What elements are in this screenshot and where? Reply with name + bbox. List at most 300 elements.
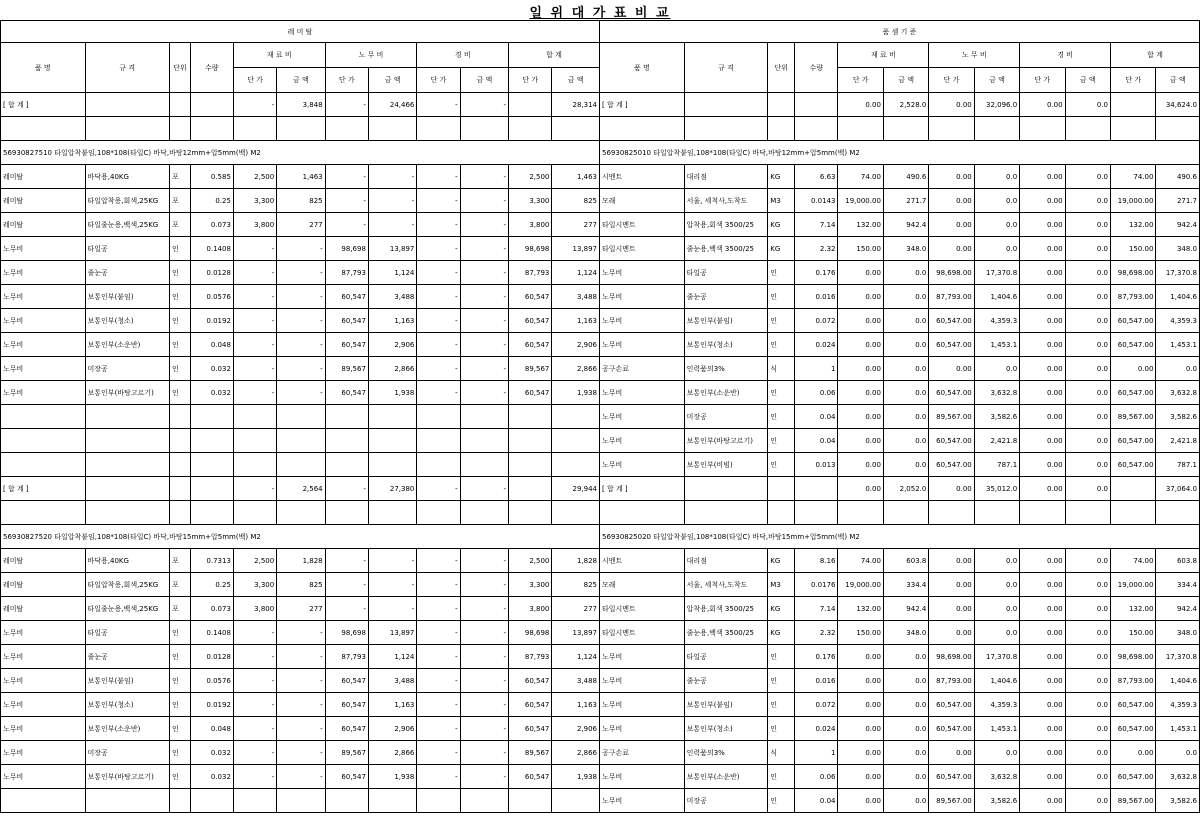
cell-total-unit-price: 3,800: [509, 213, 552, 237]
cell-qty: 0.032: [190, 357, 233, 381]
cell-exp-unit-price: 0.00: [1020, 237, 1065, 261]
cell-total-unit-price: 3,800: [509, 597, 552, 621]
cell-mat-amount: 0.0: [883, 453, 928, 477]
cell-qty: [190, 453, 233, 477]
cell-total-amount: 1,938: [552, 381, 600, 405]
cell-total-unit-price: 60,547: [509, 333, 552, 357]
cell-mat-unit-price: 2,500: [233, 549, 276, 573]
cell-lab-unit-price: [325, 453, 368, 477]
cell-mat-amount: 0.0: [883, 261, 928, 285]
cell-mat-unit-price: 0.00: [838, 645, 883, 669]
cell-total-amount: 603.8: [1156, 549, 1200, 573]
cell-lab-unit-price: [325, 789, 368, 813]
cell-mat-unit-price: 0.00: [838, 333, 883, 357]
cell-total-amount: 13,897: [552, 621, 600, 645]
cell-name: 시멘트: [600, 165, 685, 189]
cell-total-amount: 825: [552, 189, 600, 213]
cell-lab-amount: 1,163: [368, 309, 416, 333]
cell-lab-unit-price: 98,698.00: [929, 261, 974, 285]
table-row: [600, 621, 1200, 645]
cell-mat-amount: 0.0: [883, 645, 928, 669]
cell-lab-unit-price: -: [325, 213, 368, 237]
cell-spec: 타일줄눈용,백색,25KG: [85, 213, 170, 237]
cell-total-amount: 1,163: [552, 309, 600, 333]
cell-mat-amount: -: [277, 717, 325, 741]
cell-qty: [795, 93, 838, 117]
cell-total-amount: [552, 453, 600, 477]
cell-exp-amount: 0.0: [1065, 453, 1110, 477]
cell-lab-unit-price: 87,793.00: [929, 285, 974, 309]
cell-exp-unit-price: [417, 453, 460, 477]
cell-mat-amount: -: [277, 237, 325, 261]
cell-exp-unit-price: 0.00: [1020, 453, 1065, 477]
cell-mat-amount: -: [277, 669, 325, 693]
cell-lab-amount: 32,096.0: [974, 93, 1019, 117]
cell-mat-amount: [277, 789, 325, 813]
cell-exp-unit-price: 0.00: [1020, 477, 1065, 501]
cell-name: [ 합 계 ]: [1, 93, 86, 117]
table-row: [600, 645, 1200, 669]
cell-exp-unit-price: -: [417, 309, 460, 333]
cell-spec: 보통인부(바탕고르기): [85, 381, 170, 405]
table-row: [1, 621, 600, 645]
cell-total-amount: 2,866: [552, 357, 600, 381]
cell-total-unit-price: 132.00: [1111, 213, 1156, 237]
cell-mat-unit-price: 3,300: [233, 189, 276, 213]
cell-empty: [838, 117, 883, 141]
cell-empty: [795, 117, 838, 141]
cell-exp-amount: [460, 429, 508, 453]
cell-empty: [190, 117, 233, 141]
cell-mat-unit-price: -: [233, 261, 276, 285]
cell-exp-unit-price: -: [417, 549, 460, 573]
header-expense: 경 비: [417, 43, 509, 68]
cell-exp-unit-price: -: [417, 621, 460, 645]
cell-exp-amount: -: [460, 741, 508, 765]
cell-lab-amount: 3,488: [368, 669, 416, 693]
cell-empty: [325, 501, 368, 525]
cell-total-amount: 3,582.6: [1156, 789, 1200, 813]
cell-mat-amount: 1,463: [277, 165, 325, 189]
header-unit-price: 단 가: [838, 68, 883, 93]
cell-total-unit-price: [509, 405, 552, 429]
cell-total-amount: 3,632.8: [1156, 381, 1200, 405]
table-row: [1, 717, 600, 741]
cell-total-amount: 271.7: [1156, 189, 1200, 213]
cell-name: 시멘트: [600, 549, 685, 573]
section-title: 레 미 탈: [1, 21, 600, 43]
table-row: [1, 741, 600, 765]
cell-lab-amount: 0.0: [974, 165, 1019, 189]
cell-exp-amount: -: [460, 693, 508, 717]
cell-total-unit-price: 2,500: [509, 165, 552, 189]
table-row: [600, 189, 1200, 213]
cell-exp-unit-price: -: [417, 645, 460, 669]
cell-exp-amount: 0.0: [1065, 597, 1110, 621]
cell-total-amount: 277: [552, 213, 600, 237]
cell-empty: [552, 117, 600, 141]
cell-spec: 타일줄눈용,백색,25KG: [85, 597, 170, 621]
cell-spec: 타일공: [684, 645, 768, 669]
table-row: [1, 261, 600, 285]
header-material: 재 료 비: [233, 43, 325, 68]
cell-lab-amount: 2,906: [368, 717, 416, 741]
cell-name: 타일시멘트: [600, 213, 685, 237]
cell-empty: [368, 117, 416, 141]
cell-lab-unit-price: 0.00: [929, 549, 974, 573]
cell-mat-amount: 0.0: [883, 357, 928, 381]
cell-lab-unit-price: 60,547.00: [929, 309, 974, 333]
cell-qty: 2.32: [795, 621, 838, 645]
cell-lab-amount: -: [368, 597, 416, 621]
cell-mat-unit-price: -: [233, 741, 276, 765]
cell-exp-unit-price: 0.00: [1020, 93, 1065, 117]
header-amount: 금 액: [277, 68, 325, 93]
cell-unit: M3: [768, 189, 795, 213]
cell-spec: [85, 429, 170, 453]
table-row: [600, 357, 1200, 381]
cell-lab-amount: 2,421.8: [974, 429, 1019, 453]
cell-total-unit-price: 60,547.00: [1111, 333, 1156, 357]
cell-lab-unit-price: -: [325, 597, 368, 621]
cell-exp-unit-price: 0.00: [1020, 333, 1065, 357]
cell-spec: 줄눈용,백색 3500/25: [684, 621, 768, 645]
cell-name: 노무비: [1, 741, 86, 765]
cell-name: 공구손료: [600, 357, 685, 381]
cell-spec: 보통인부(붙임): [684, 309, 768, 333]
cell-mat-amount: 942.4: [883, 597, 928, 621]
cell-lab-unit-price: 60,547.00: [929, 693, 974, 717]
cell-name: 노무비: [1, 381, 86, 405]
cell-total-unit-price: 98,698.00: [1111, 645, 1156, 669]
cell-unit: 인: [768, 381, 795, 405]
cell-mat-amount: 277: [277, 597, 325, 621]
cell-lab-unit-price: 60,547: [325, 693, 368, 717]
cell-lab-amount: 0.0: [974, 189, 1019, 213]
cell-spec: 보통인부(청소): [684, 333, 768, 357]
cell-spec: 인력품의3%: [684, 357, 768, 381]
summary-row: [1, 93, 600, 117]
table-row: [600, 549, 1200, 573]
cell-mat-unit-price: 74.00: [838, 549, 883, 573]
table-row: [600, 429, 1200, 453]
cell-empty: [1, 117, 86, 141]
header-qty: 수량: [190, 43, 233, 93]
cell-empty: [417, 501, 460, 525]
cell-total-amount: 4,359.3: [1156, 693, 1200, 717]
cell-name: 노무비: [1, 309, 86, 333]
cell-mat-unit-price: 0.00: [838, 453, 883, 477]
cell-qty: 1: [795, 357, 838, 381]
cell-exp-amount: 0.0: [1065, 717, 1110, 741]
cell-unit: 인: [768, 309, 795, 333]
cell-spec: 인력품의3%: [684, 741, 768, 765]
header-amount: 금 액: [460, 68, 508, 93]
cell-mat-amount: 0.0: [883, 405, 928, 429]
cell-lab-amount: [368, 405, 416, 429]
table-row: [600, 261, 1200, 285]
cell-mat-unit-price: 19,000.00: [838, 573, 883, 597]
table-row: [1, 237, 600, 261]
cell-qty: 0.024: [795, 717, 838, 741]
cell-lab-amount: 1,124: [368, 645, 416, 669]
cell-lab-amount: -: [368, 165, 416, 189]
cell-empty: [883, 117, 928, 141]
table-row: [1, 381, 600, 405]
cell-total-unit-price: 89,567.00: [1111, 405, 1156, 429]
cell-total-unit-price: 98,698: [509, 237, 552, 261]
cell-name: 노무비: [600, 765, 685, 789]
cell-qty: 0.06: [795, 381, 838, 405]
cell-total-unit-price: 98,698.00: [1111, 261, 1156, 285]
cell-unit: 인: [768, 261, 795, 285]
page-title: 일 위 대 가 표 비 교: [529, 6, 671, 21]
cell-mat-amount: -: [277, 645, 325, 669]
cell-unit: 인: [768, 453, 795, 477]
cell-exp-unit-price: 0.00: [1020, 189, 1065, 213]
cell-unit: [170, 429, 191, 453]
cell-name: 노무비: [1, 357, 86, 381]
cell-exp-amount: -: [460, 477, 508, 501]
cell-qty: 0.072: [795, 693, 838, 717]
cell-empty: [190, 501, 233, 525]
cell-unit: 인: [768, 405, 795, 429]
cell-unit: [170, 789, 191, 813]
cell-total-unit-price: 87,793.00: [1111, 285, 1156, 309]
cell-unit: 포: [170, 165, 191, 189]
cell-lab-unit-price: -: [325, 549, 368, 573]
cell-unit: 인: [170, 621, 191, 645]
cell-qty: [190, 789, 233, 813]
cell-lab-unit-price: -: [325, 189, 368, 213]
table-row: [1, 597, 600, 621]
cell-spec: 보통인부(붙임): [684, 693, 768, 717]
cell-spec: 대리점: [684, 165, 768, 189]
cell-qty: 0.04: [795, 789, 838, 813]
comparison-sheet: [0, 20, 1200, 819]
cell-total-unit-price: 60,547.00: [1111, 765, 1156, 789]
cell-total-unit-price: 60,547.00: [1111, 717, 1156, 741]
cell-spec: 서울, 세척사,도착도: [684, 573, 768, 597]
cell-name: [1, 789, 86, 813]
cell-exp-unit-price: -: [417, 669, 460, 693]
cell-unit: [170, 477, 191, 501]
cell-qty: 0.073: [190, 597, 233, 621]
cell-total-unit-price: [509, 93, 552, 117]
cell-mat-amount: -: [277, 261, 325, 285]
cell-qty: 2.32: [795, 237, 838, 261]
cell-total-unit-price: [1111, 477, 1156, 501]
cell-exp-unit-price: [417, 429, 460, 453]
cell-lab-amount: 2,866: [368, 357, 416, 381]
cell-lab-unit-price: 60,547.00: [929, 453, 974, 477]
cell-exp-amount: 0.0: [1065, 645, 1110, 669]
cell-lab-amount: 1,404.6: [974, 285, 1019, 309]
cell-total-amount: 825: [552, 573, 600, 597]
cell-spec: 대리점: [684, 549, 768, 573]
cell-unit: 인: [768, 717, 795, 741]
table-row: [600, 453, 1200, 477]
cell-name: 노무비: [1, 333, 86, 357]
cell-qty: 0.585: [190, 165, 233, 189]
cell-empty: [684, 117, 768, 141]
cell-total-amount: 34,624.0: [1156, 93, 1200, 117]
table-row: [600, 333, 1200, 357]
cell-lab-unit-price: 60,547.00: [929, 429, 974, 453]
cell-total-unit-price: 60,547: [509, 285, 552, 309]
cell-lab-amount: 24,466: [368, 93, 416, 117]
cell-mat-amount: 348.0: [883, 237, 928, 261]
cell-unit: [170, 405, 191, 429]
cell-mat-unit-price: 0.00: [838, 693, 883, 717]
cell-mat-amount: 0.0: [883, 429, 928, 453]
cell-lab-unit-price: [325, 429, 368, 453]
item-title: 56930825020 타일압착붙임,108*108(타일C) 바닥,바탕15mm+압5mm(백) M2: [600, 525, 1200, 549]
cell-mat-amount: 1,828: [277, 549, 325, 573]
cell-spec: 줄눈공: [684, 669, 768, 693]
cell-qty: 0.25: [190, 573, 233, 597]
cell-name: 타일시멘트: [600, 237, 685, 261]
cell-name: 레미탈: [1, 165, 86, 189]
cell-total-amount: 0.0: [1156, 741, 1200, 765]
cell-total-amount: 1,404.6: [1156, 669, 1200, 693]
cell-mat-amount: 0.0: [883, 741, 928, 765]
cell-empty: [1111, 501, 1156, 525]
cell-lab-amount: 2,906: [368, 333, 416, 357]
cell-lab-amount: 0.0: [974, 741, 1019, 765]
cell-exp-amount: 0.0: [1065, 189, 1110, 213]
cell-total-unit-price: 3,300: [509, 189, 552, 213]
cell-qty: 0.048: [190, 333, 233, 357]
cell-mat-amount: 603.8: [883, 549, 928, 573]
cell-qty: 0.048: [190, 717, 233, 741]
cell-unit: 인: [170, 717, 191, 741]
cell-exp-unit-price: -: [417, 381, 460, 405]
cell-total-unit-price: 2,500: [509, 549, 552, 573]
cell-mat-amount: 334.4: [883, 573, 928, 597]
cell-mat-unit-price: -: [233, 333, 276, 357]
cell-exp-unit-price: -: [417, 165, 460, 189]
cell-empty: [684, 501, 768, 525]
cell-exp-unit-price: -: [417, 765, 460, 789]
cell-name: 노무비: [1, 261, 86, 285]
cell-exp-unit-price: 0.00: [1020, 765, 1065, 789]
cell-mat-unit-price: 0.00: [838, 429, 883, 453]
cell-spec: 줄눈공: [684, 285, 768, 309]
cell-lab-amount: -: [368, 549, 416, 573]
cell-lab-unit-price: -: [325, 165, 368, 189]
item-title: 56930827510 타일압착붙임,108*108(타일C) 바닥,바탕12mm+압5mm(백) M2: [1, 141, 600, 165]
cell-qty: [190, 477, 233, 501]
cell-qty: 0.024: [795, 333, 838, 357]
cell-lab-amount: 2,866: [368, 741, 416, 765]
cell-total-amount: 2,906: [552, 333, 600, 357]
cell-exp-amount: [460, 789, 508, 813]
cell-exp-unit-price: -: [417, 333, 460, 357]
header-material: 재 료 비: [838, 43, 929, 68]
header-amount: 금 액: [1065, 68, 1110, 93]
table-row: [600, 789, 1200, 813]
cell-mat-unit-price: -: [233, 717, 276, 741]
cell-exp-amount: [460, 453, 508, 477]
cell-lab-unit-price: -: [325, 93, 368, 117]
cell-lab-amount: -: [368, 213, 416, 237]
cell-total-amount: 334.4: [1156, 573, 1200, 597]
table-row: [600, 213, 1200, 237]
cell-mat-unit-price: 0.00: [838, 789, 883, 813]
cell-exp-amount: -: [460, 645, 508, 669]
cell-qty: [190, 429, 233, 453]
cell-exp-amount: 0.0: [1065, 789, 1110, 813]
cell-lab-unit-price: 60,547.00: [929, 333, 974, 357]
cell-exp-unit-price: -: [417, 237, 460, 261]
left-table-remital: [0, 20, 600, 813]
cell-lab-unit-price: 89,567: [325, 741, 368, 765]
cell-name: 공구손료: [600, 741, 685, 765]
cell-unit: [170, 93, 191, 117]
header-unit-price: 단 가: [1020, 68, 1065, 93]
table-row: [600, 765, 1200, 789]
cell-total-amount: 2,866: [552, 741, 600, 765]
cell-mat-amount: 0.0: [883, 693, 928, 717]
cell-lab-amount: [368, 789, 416, 813]
table-row: [1, 357, 600, 381]
cell-unit: 포: [170, 549, 191, 573]
cell-total-unit-price: 19,000.00: [1111, 189, 1156, 213]
cell-total-amount: 2,421.8: [1156, 429, 1200, 453]
column-header-row: [600, 43, 1200, 68]
cell-exp-unit-price: -: [417, 693, 460, 717]
cell-unit: 포: [170, 213, 191, 237]
cell-empty: [1020, 117, 1065, 141]
cell-lab-amount: 3,582.6: [974, 789, 1019, 813]
cell-total-unit-price: 60,547.00: [1111, 429, 1156, 453]
item-title: 56930825010 타일압착붙임,108*108(타일C) 바닥,바탕12mm+압5mm(백) M2: [600, 141, 1200, 165]
cell-spec: [684, 93, 768, 117]
table-row: [1, 285, 600, 309]
cell-mat-amount: 0.0: [883, 717, 928, 741]
cell-total-amount: 1,404.6: [1156, 285, 1200, 309]
cell-mat-unit-price: 0.00: [838, 381, 883, 405]
cell-total-unit-price: 60,547: [509, 669, 552, 693]
cell-mat-unit-price: -: [233, 765, 276, 789]
table-row: [600, 309, 1200, 333]
cell-qty: 0.072: [795, 309, 838, 333]
cell-exp-amount: 0.0: [1065, 405, 1110, 429]
cell-unit: 인: [170, 237, 191, 261]
cell-lab-unit-price: 0.00: [929, 597, 974, 621]
cell-total-unit-price: 60,547.00: [1111, 693, 1156, 717]
cell-exp-unit-price: [417, 789, 460, 813]
cell-empty: [1156, 501, 1200, 525]
cell-exp-amount: -: [460, 285, 508, 309]
cell-mat-unit-price: 0.00: [838, 357, 883, 381]
cell-name: 노무비: [600, 429, 685, 453]
cell-lab-amount: 27,380: [368, 477, 416, 501]
cell-empty: [929, 117, 974, 141]
cell-empty: [325, 117, 368, 141]
cell-qty: 0.032: [190, 741, 233, 765]
item-header-row: [600, 141, 1200, 165]
cell-exp-amount: -: [460, 381, 508, 405]
cell-lab-unit-price: [325, 405, 368, 429]
cell-lab-amount: 1,938: [368, 765, 416, 789]
cell-lab-amount: 3,488: [368, 285, 416, 309]
header-amount: 금 액: [368, 68, 416, 93]
cell-name: 노무비: [1, 669, 86, 693]
cell-exp-amount: 0.0: [1065, 621, 1110, 645]
cell-lab-amount: [368, 429, 416, 453]
